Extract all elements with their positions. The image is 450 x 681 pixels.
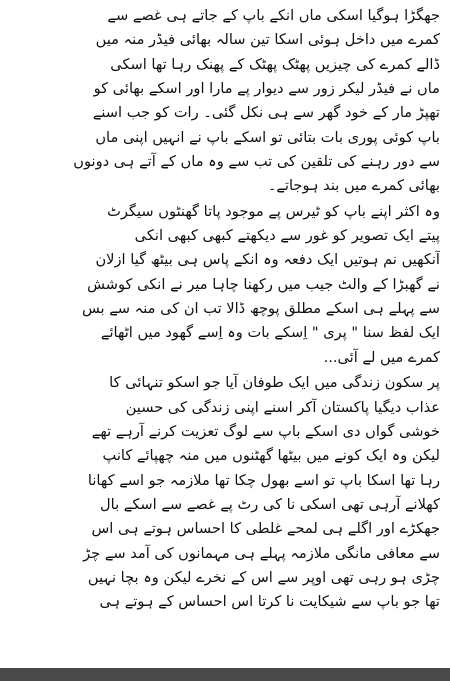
text-line: کمرے میں لے آئی... [323,348,440,366]
text-line: تھا جو باپ سے شیکایت نا کرتا اس احساس کے ہوتے ہی [99,593,440,611]
text-line: وہ اکثر اپنے باپ کو ٹیرس پے موجود پاتا گھنٹوں سیگرٹ [107,202,440,220]
text-line: آنکھیں نم ہوتیں ایک دفعہ وہ انکے پاس ہی بیٹھ گیا ازلان [95,251,440,269]
text-line: سے معافی مانگی ملازمہ پہلے ہی مہمانوں کی آمد سے چڑ [83,544,440,562]
text-line: پیتے ایک تصویر کو غور سے دیکھتے کبھی کبھی انکی [134,227,440,245]
bottom-bar [0,668,450,681]
text-line: خوشی گواں دی اسکے باپ سے لوگ تعزیت کرنے آرہے تھے [91,422,440,440]
text-line: کمرے میں داخل ہوئی اسکا تین سالہ بھائی فیڈر منہ میں [95,31,440,49]
text-line: ماں نے فیڈر لیکر زور سے دیوار پے مارا اور اسکے بھائی کو [93,80,440,98]
text-line: باپ کوئی پوری بات بتائی تو اسکے باپ نے انہیں اپنی ماں [95,128,440,146]
text-line: نے گھبڑا کے والٹ جیب میں رکھنا چاہا میر نے انکی کوشش [87,275,440,293]
paragraph-3 [8,371,440,614]
text-line: بھائی کمرے میں بند ہوجاتے۔ [267,177,440,195]
text-line: کھلانے آرہی تھی اسکی نا کی رٹ پے غصے سے اسکے بال [100,495,440,513]
text-line: رہا تھا اسکا باپ تو اسے بھول چکا تھا ملازمہ جو اسے کھانا [87,471,440,489]
text-line: ڈالے کمرے کی چیزیں پھٹک پھٹک کے پھنک رہا تھا اسکی [110,55,440,73]
text-line: سے دور رہنے کی تلقین کی تب سے وہ ماں کے آتے ہی دونوں [73,153,440,171]
paragraph-2 [8,200,440,370]
text-line: عذاب دیگیا پاکستان آکر اسنے اپنی زندگی کی حسین [125,398,440,416]
paragraph-1 [8,4,440,199]
text-line: جھکڑے اور اگلے ہی لمحے غلطی کا احساس ہوتے ہی اس [91,520,440,538]
text-line: لیکن وہ ایک کونے میں بیٹھا گھٹنوں میں منہ چھپائے کانپ [102,447,440,465]
text-line: ایک لفظ سنا " پری " اِسکے بات وہ اِسے گھود میں اٹھائے [100,324,440,342]
text-line: پر سکون زندگی میں ایک طوفان آیا جو اسکو تنہائی کا [109,374,440,392]
text-line: سے پہلے ہی اسکے مطلق پوچھ ڈالا تب ان کی منہ سے بس [81,300,440,318]
text-line: تھپڑ مار کے خود گھر سے ہی نکل گئی۔ رات کو جب اسنے [92,104,440,122]
text-line: چڑی ہو رہی تھی اوپر سے اس کے نخرے لیکن وہ بچا نہیں [87,568,440,586]
text-line: جھگڑا ہوگیا اسکی ماں انکے باپ کے جاتے ہی غصے سے [107,7,440,24]
